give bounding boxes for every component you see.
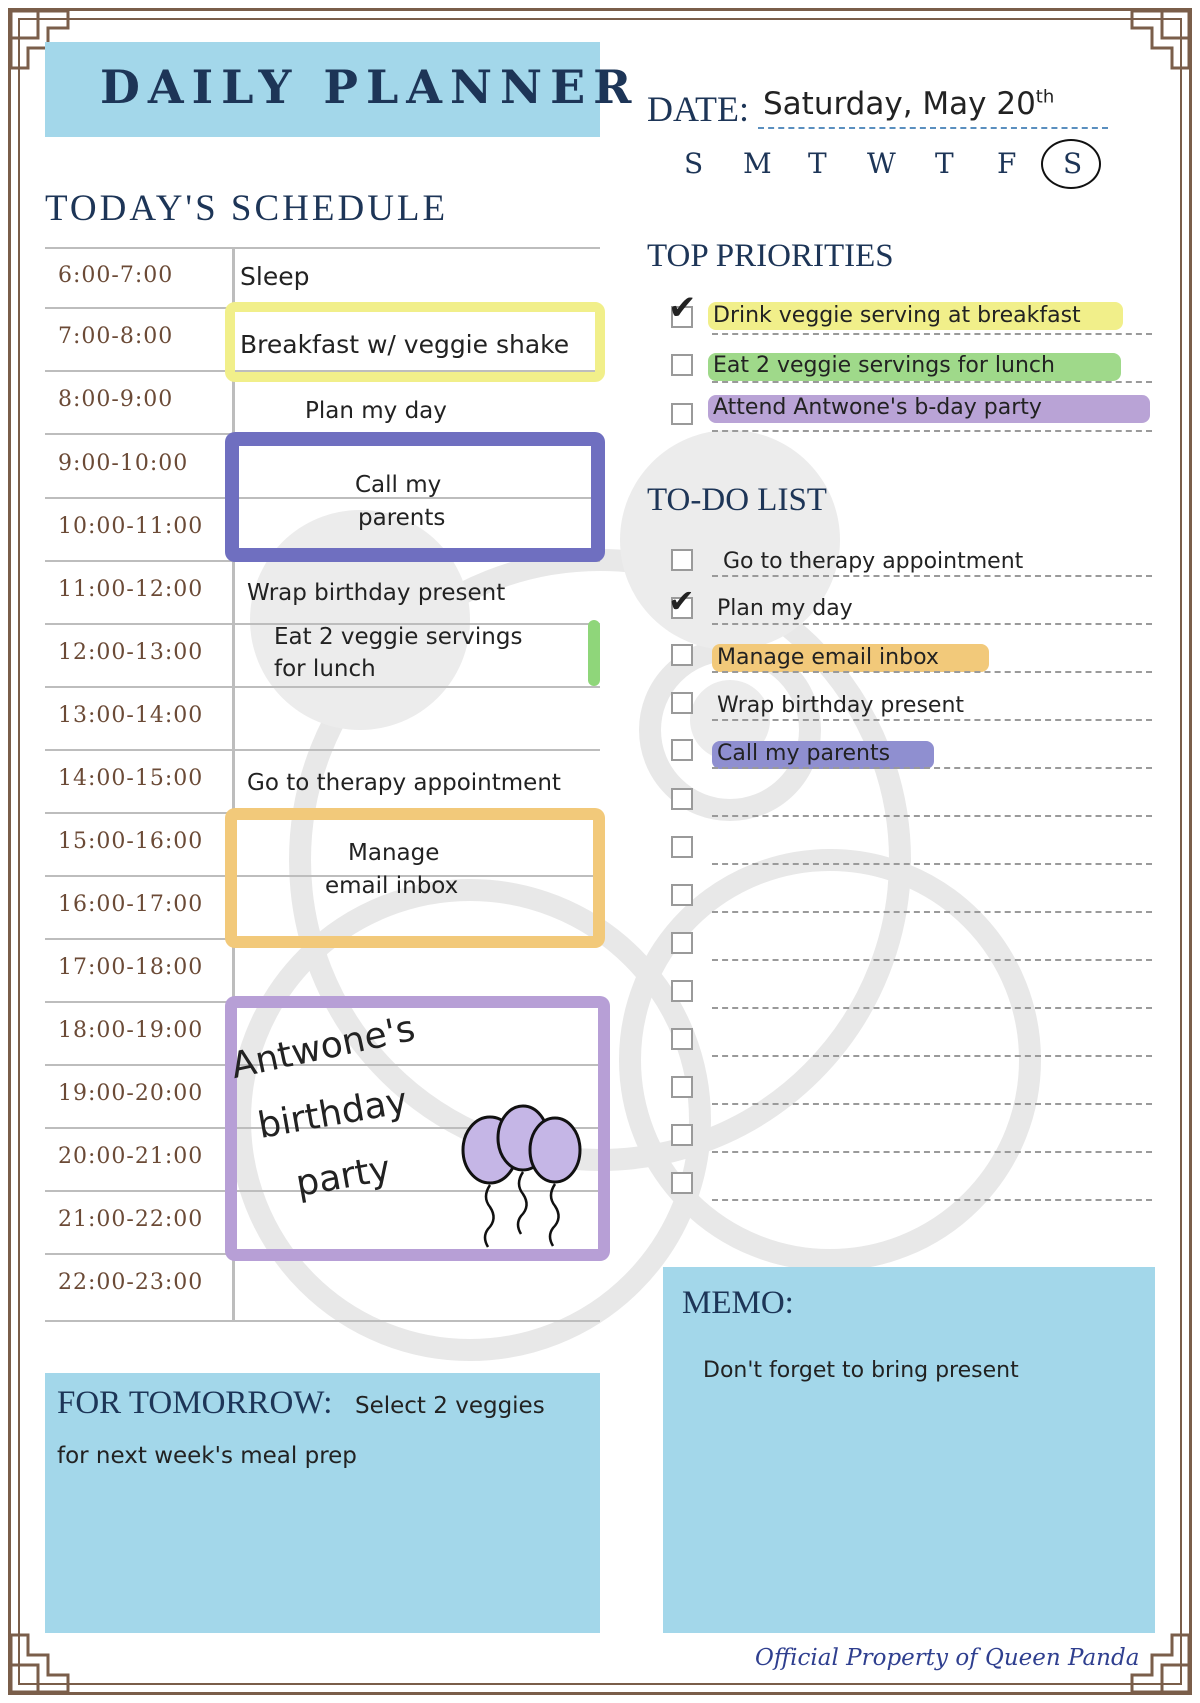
date-underline — [758, 127, 1108, 129]
corner-ornament-top-right — [1122, 8, 1192, 78]
priorities-heading: TOP PRIORITIES — [647, 238, 894, 274]
todo-line — [712, 1199, 1152, 1201]
schedule-entry: Breakfast w/ veggie shake — [240, 330, 570, 359]
schedule-time: 21:00-22:00 — [58, 1207, 204, 1232]
schedule-time: 16:00-17:00 — [58, 892, 204, 917]
weekday-fri[interactable]: F — [997, 147, 1017, 180]
todo-line — [712, 719, 1152, 721]
todo-checkbox[interactable] — [671, 788, 693, 810]
schedule-row-line — [45, 247, 600, 249]
todo-checkbox[interactable] — [671, 1028, 693, 1050]
priority-checkbox[interactable] — [671, 403, 693, 425]
schedule-entry: Sleep — [240, 262, 310, 291]
schedule-row-line — [45, 1320, 600, 1322]
todo-line — [712, 1055, 1152, 1057]
tomorrow-text-line1: Select 2 veggies — [355, 1393, 545, 1419]
todo-line — [712, 911, 1152, 913]
weekday-sun[interactable]: S — [684, 147, 704, 180]
todo-checkbox[interactable] — [671, 739, 693, 761]
schedule-entry: Eat 2 veggie servings — [274, 624, 523, 650]
balloons-icon — [455, 1100, 595, 1255]
todo-checkbox[interactable] — [671, 549, 693, 571]
schedule-entry: parents — [358, 505, 446, 531]
date-label: DATE: — [647, 89, 749, 129]
todo-line — [712, 623, 1152, 625]
todo-line — [712, 1103, 1152, 1105]
tomorrow-text-line2: for next week's meal prep — [57, 1443, 357, 1469]
schedule-entry: Call my — [355, 472, 442, 498]
schedule-time: 13:00-14:00 — [58, 703, 204, 728]
todo-line — [712, 767, 1152, 769]
page-title: DAILY PLANNER — [100, 60, 640, 114]
schedule-time: 22:00-23:00 — [58, 1270, 204, 1295]
todo-line — [712, 575, 1152, 577]
schedule-time: 14:00-15:00 — [58, 766, 204, 791]
schedule-time: 8:00-9:00 — [58, 387, 174, 412]
todo-line — [712, 815, 1152, 817]
todo-line — [712, 1007, 1152, 1009]
todo-checkbox[interactable] — [671, 836, 693, 858]
memo-label: MEMO: — [682, 1285, 794, 1321]
check-mark-icon: ✔ — [668, 582, 695, 620]
todo-line — [712, 863, 1152, 865]
schedule-time: 19:00-20:00 — [58, 1081, 204, 1106]
schedule-time: 18:00-19:00 — [58, 1018, 204, 1043]
todo-checkbox[interactable] — [671, 980, 693, 1002]
todo-text: Manage email inbox — [717, 645, 939, 670]
schedule-time: 10:00-11:00 — [58, 514, 204, 539]
weekday-tue[interactable]: T — [808, 147, 827, 180]
schedule-time: 6:00-7:00 — [58, 263, 174, 288]
schedule-row-line — [45, 749, 600, 751]
weekday-sat[interactable]: S — [1063, 147, 1083, 180]
priority-line — [712, 430, 1152, 432]
todo-line — [712, 959, 1152, 961]
priority-line — [712, 381, 1152, 383]
todo-checkbox[interactable] — [671, 1124, 693, 1146]
priority-text: Eat 2 veggie servings for lunch — [713, 353, 1055, 378]
priority-text: Drink veggie serving at breakfast — [713, 303, 1081, 328]
todo-text: Plan my day — [717, 596, 853, 621]
todo-checkbox[interactable] — [671, 1172, 693, 1194]
todo-heading: TO-DO LIST — [647, 482, 827, 518]
priority-text: Attend Antwone's b-day party — [713, 395, 1042, 420]
schedule-time: 9:00-10:00 — [58, 451, 189, 476]
check-mark-icon: ✔ — [668, 288, 697, 328]
schedule-entry: Wrap birthday present — [247, 580, 506, 606]
schedule-entry: for lunch — [274, 656, 376, 682]
corner-ornament-bottom-left — [8, 1625, 78, 1695]
weekday-thu[interactable]: T — [935, 147, 954, 180]
schedule-heading: TODAY'S SCHEDULE — [45, 188, 449, 229]
schedule-time: 11:00-12:00 — [58, 577, 204, 602]
schedule-time: 20:00-21:00 — [58, 1144, 204, 1169]
todo-checkbox[interactable] — [671, 692, 693, 714]
schedule-entry: birthday — [254, 1080, 411, 1147]
schedule-time: 17:00-18:00 — [58, 955, 204, 980]
schedule-entry: Antwone's — [227, 1008, 419, 1087]
tomorrow-label: FOR TOMORROW: — [57, 1385, 333, 1421]
schedule-entry: Go to therapy appointment — [247, 770, 561, 796]
priority-checkbox[interactable] — [671, 354, 693, 376]
todo-text: Call my parents — [717, 741, 891, 766]
todo-text: Wrap birthday present — [717, 693, 965, 718]
highlight-lunch-marker — [588, 620, 600, 686]
selected-day-circle — [1041, 139, 1101, 189]
weekday-mon[interactable]: M — [743, 147, 772, 180]
priority-line — [712, 333, 1152, 335]
schedule-time: 15:00-16:00 — [58, 829, 204, 854]
todo-checkbox[interactable] — [671, 932, 693, 954]
memo-text: Don't forget to bring present — [703, 1358, 1019, 1383]
schedule-entry: email inbox — [325, 873, 459, 899]
todo-checkbox[interactable] — [671, 884, 693, 906]
weekday-wed[interactable]: W — [867, 147, 896, 180]
todo-line — [712, 671, 1152, 673]
todo-checkbox[interactable] — [671, 1076, 693, 1098]
todo-text: Go to therapy appointment — [723, 549, 1024, 574]
todo-line — [712, 1151, 1152, 1153]
schedule-entry: party — [292, 1148, 394, 1205]
todo-checkbox[interactable] — [671, 644, 693, 666]
schedule-time: 7:00-8:00 — [58, 324, 174, 349]
schedule-time: 12:00-13:00 — [58, 640, 204, 665]
date-value: Saturday, May 20th — [763, 86, 1055, 122]
footer-credit: Official Property of Queen Panda — [755, 1645, 1140, 1671]
schedule-row-line — [45, 686, 600, 688]
schedule-entry: Manage — [348, 840, 440, 866]
schedule-entry: Plan my day — [305, 398, 447, 424]
